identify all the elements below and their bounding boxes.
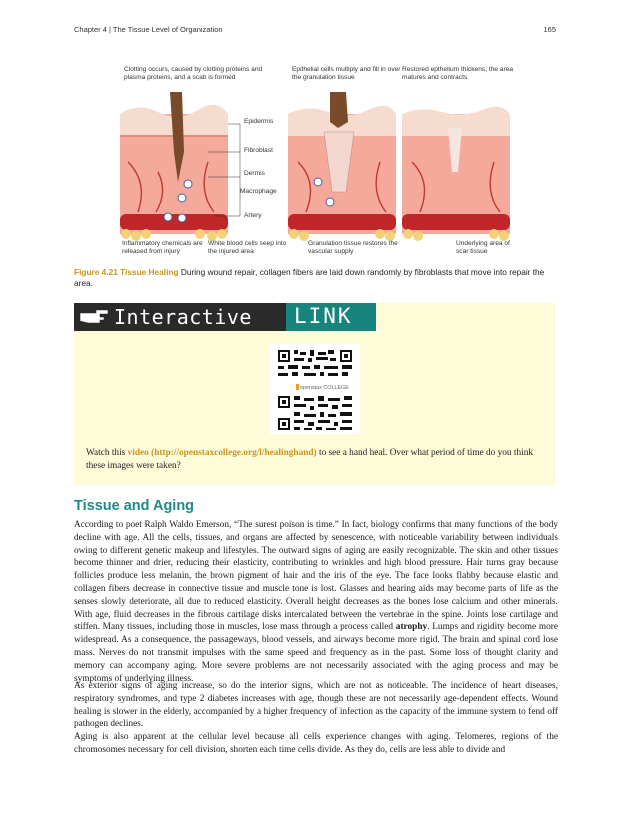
term-atrophy: atrophy (395, 622, 428, 633)
page-number: 165 (543, 25, 556, 34)
label-epidermis: Epidermis (244, 118, 274, 125)
qr-code[interactable] (270, 344, 360, 434)
figure-number: Figure 4.21 Tissue Healing (74, 267, 179, 277)
figure-caption (74, 267, 558, 289)
paragraph-1: According to poet Ralph Waldo Emerson, “The surest poison is time.” In fact, biology confirms that many functions of the body decline with age. All the cells, tissues, and organs are affected by senescence, with noticeable variability between individuals owing to different genetic makeup and lifestyles. The outward signs of aging are easily recognizable. The skin and other tissues become thinner and drier, reducing their elasticity, contributing to wrinkles and high blood pressure. Hair turns gray because follicles produce less melanin, the brown pigment of hair and the iris of the eye. The face looks flabby because elastic and collagen fibers decrease in connective tissue and muscle tone is lost. Glasses and hearing aids may become parts of life as the senses slowly deteriorate, all due to reduced elasticity. Overall height decreases as the bones lose calcium and other minerals. With age, fluid decreases in the fibrous cartilage disks intercalated between the vertebrae in the spine. Joints lose cartilage and stiffen. Many tissues, including those in muscles, lose mass through a process called atrophy. Lumps and rigidity become more widespread. As a consequence, the passageways, blood vessels, and airways become more rigid. The brain and spinal cord lose mass. Nerves do not transmit impulses with the same speed and frequency as in the past. Some loss of thought clarity and memory can accompany aging. More severe problems are not necessarily associated with the aging process and may be symptoms of underlying illness. (74, 520, 558, 684)
label-fibroblast: Fibroblast (244, 147, 273, 154)
section-title: Tissue and Aging (74, 498, 195, 514)
artery-shape (120, 214, 228, 230)
interactive-link-banner (74, 303, 376, 331)
chapter-title: Chapter 4 | The Tissue Level of Organization (74, 25, 223, 34)
label-epithelial: Epithelial cells multiply and fill in over the granulation tissue (292, 66, 401, 81)
healing-panel-1 (120, 92, 228, 241)
label-inflammatory: Inflammatory chemicals are released from injury (122, 240, 203, 255)
openstax-brand: openstax COLLEGE (300, 385, 349, 391)
interactive-word: Interactive (114, 305, 252, 329)
page-header (74, 25, 556, 37)
healing-panel-2 (288, 92, 396, 241)
label-scar: Underlying area of scar tissue (456, 240, 510, 255)
paragraph-2: As exterior signs of aging increase, so do the interior signs, which are not as noticeable. The incidence of heart diseases, respiratory syndromes, and type 2 diabetes increases with age, though these are not necessarily age-dependent effects. Wound healing is slower in the elderly, accompanied by a higher frequency of infection as the capacity of the immune system to fend off pathogen declines. (74, 681, 558, 730)
label-clotting: Clotting occurs, caused by clotting proteins and plasma proteins, and a scab is formed (124, 66, 263, 81)
label-artery: Artery (244, 212, 262, 219)
interactive-link-text: Watch this video (http://openstaxcollege.org/l/healinghand) to see a hand heal. Over what period of time do you think these images were taken? (86, 448, 534, 471)
figure-caption-text: During wound repair, collagen fibers are laid down randomly by fibroblasts that move into repair the area. (74, 267, 545, 288)
healing-panel-3 (402, 107, 510, 241)
label-restored: Restored epthelium thickens; the area matures and contracts (402, 66, 514, 81)
paragraph-3: Aging is also apparent at the cellular level because all cells experience changes with aging. Telomeres, regions of the chromosomes necessary for cell division, shorten each time cells divide. As they do, cells are less able to divide and (74, 732, 558, 755)
label-granulation: Granulation tissue restores the vascular supply (308, 240, 398, 255)
tissue-healing-illustration (118, 62, 518, 262)
label-white-blood: White blood cells seep into the injured area (208, 240, 287, 255)
pointing-hand-icon (78, 307, 110, 327)
label-dermis: Dermis (244, 170, 265, 177)
tissue-healing-figure (118, 62, 518, 262)
interactive-link-box (74, 303, 556, 485)
video-link[interactable]: video (http://openstaxcollege.org/l/healinghand) (127, 448, 317, 458)
label-macrophage: Macrophage (240, 188, 277, 195)
link-word: LINK (294, 304, 353, 328)
